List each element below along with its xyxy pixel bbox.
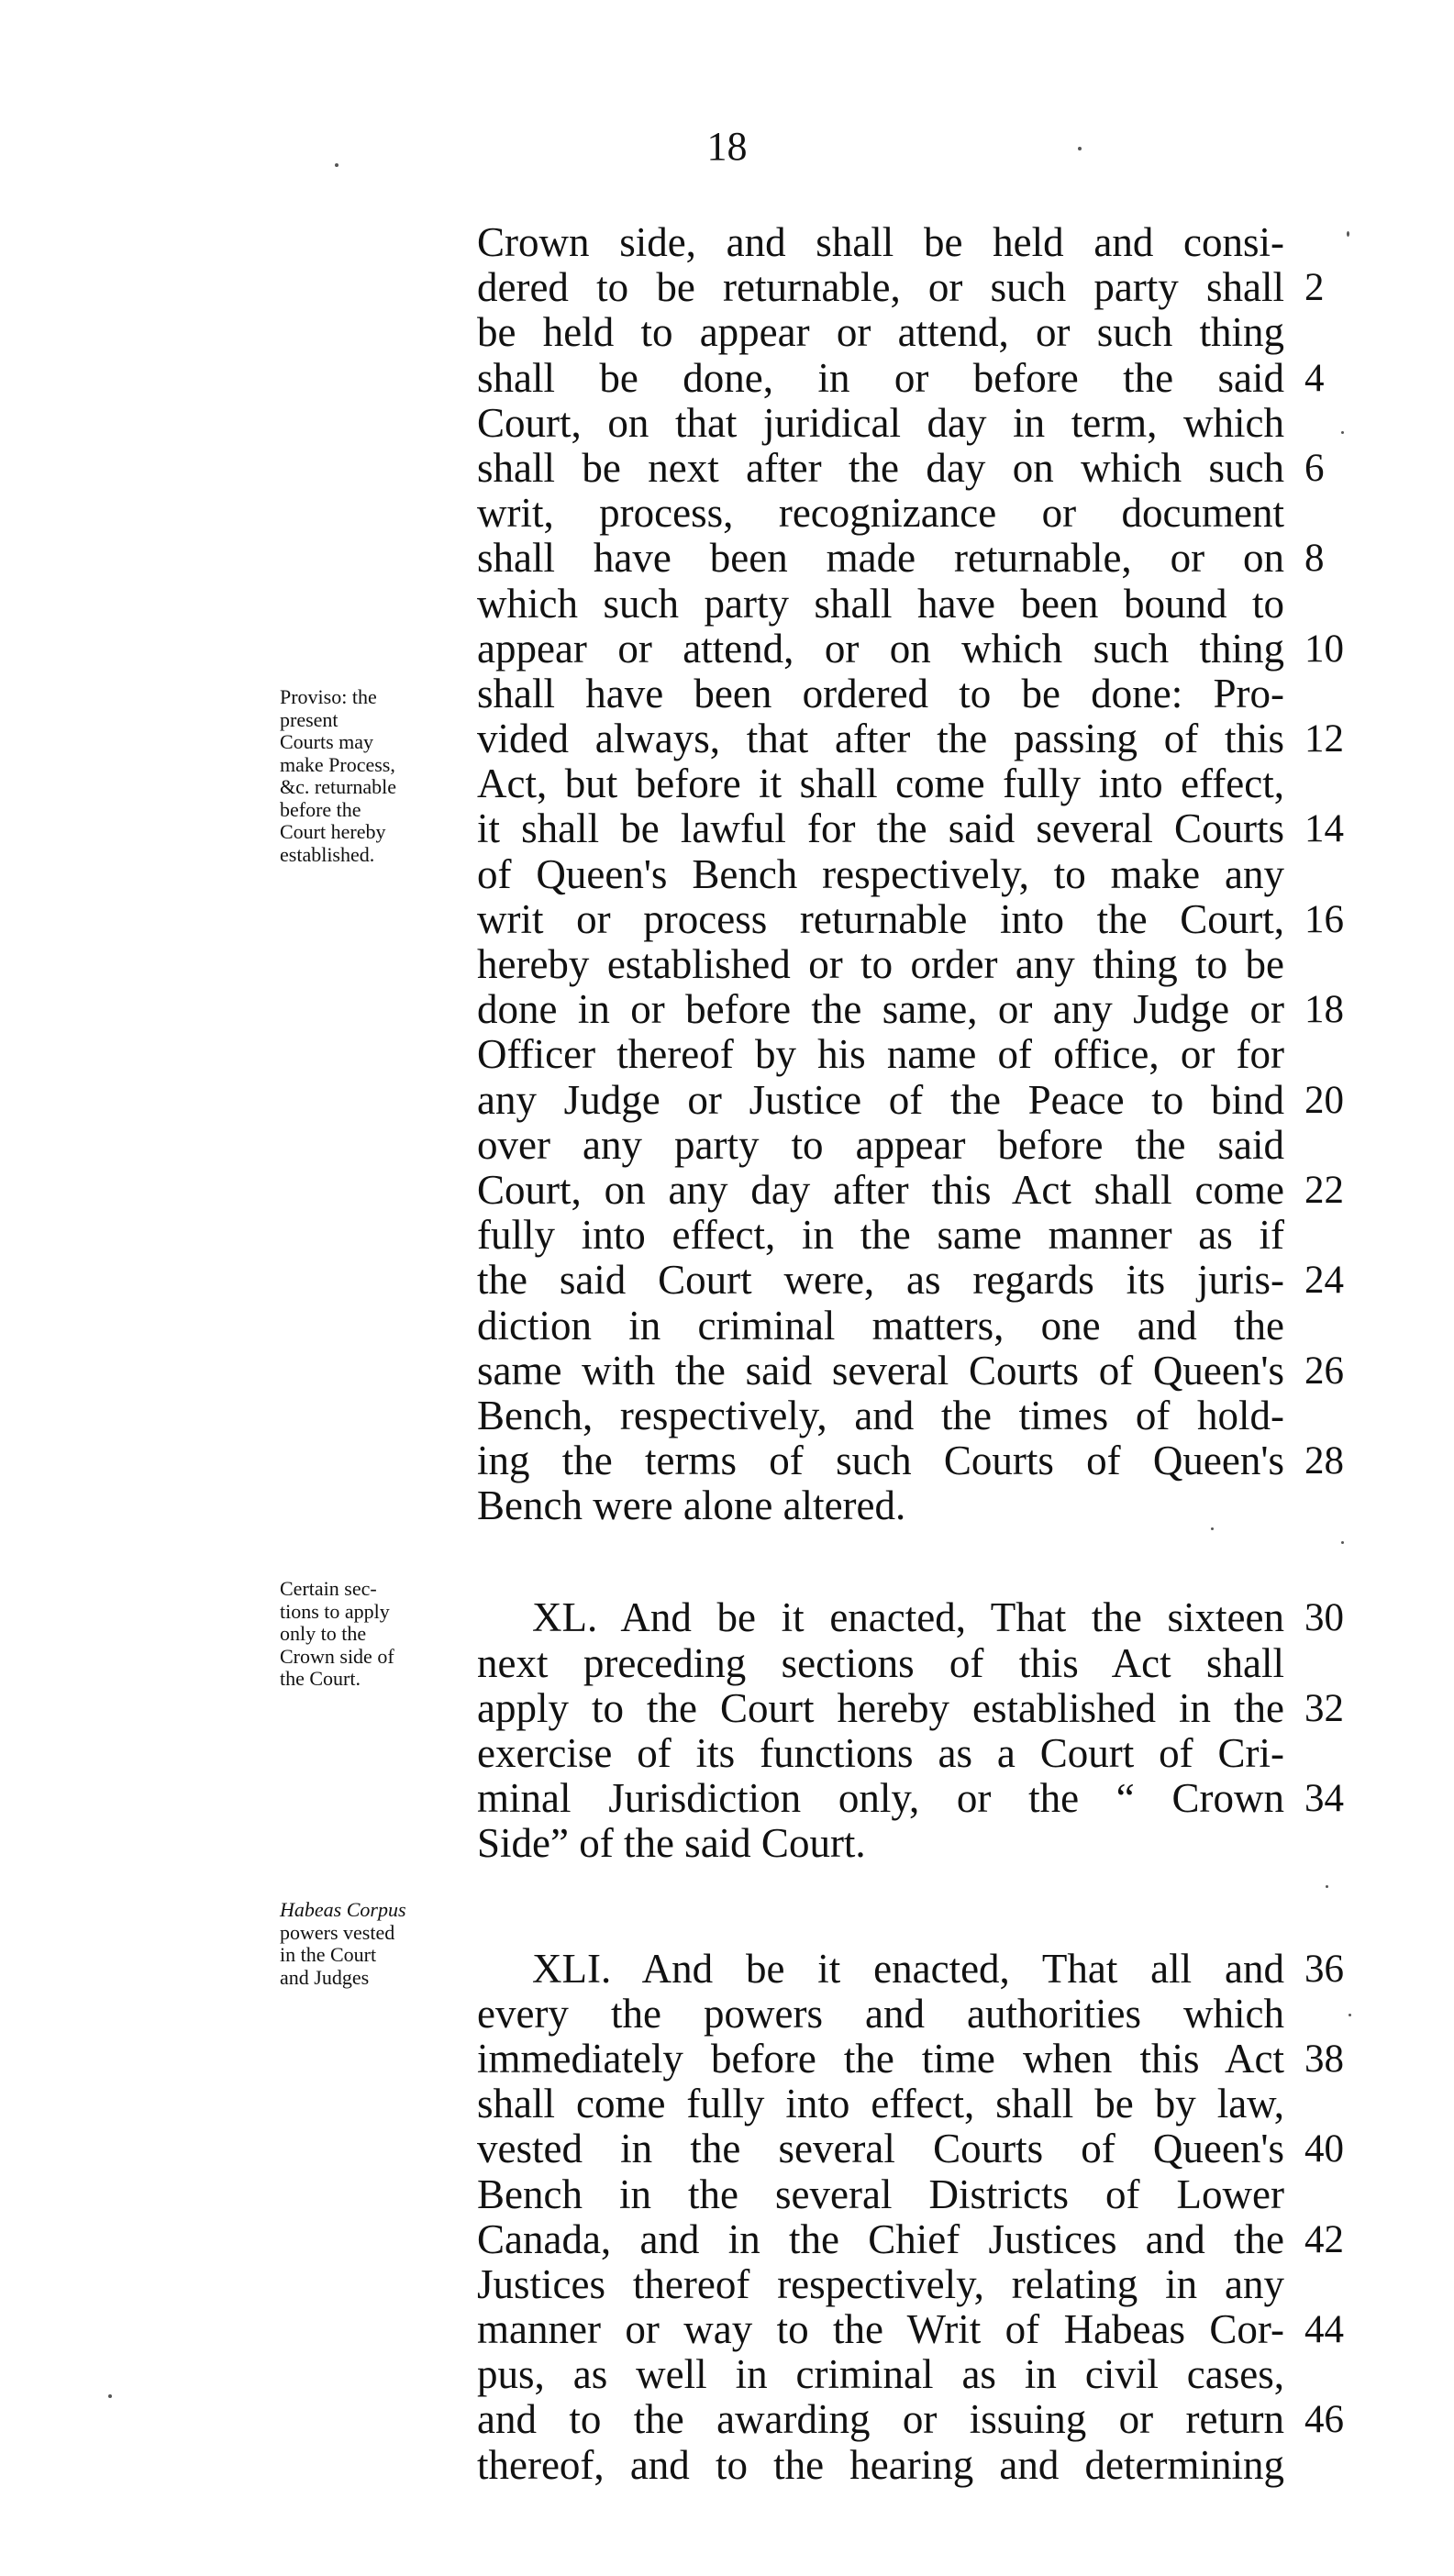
text-line: Court, on that juridical day in term, which xyxy=(477,399,1284,446)
line-number: 18 xyxy=(1304,988,1344,1032)
text-line: Side” of the said Court. xyxy=(477,1820,866,1867)
body-text xyxy=(477,219,1344,2488)
line-number: 40 xyxy=(1304,2127,1344,2171)
text-line: Justices thereof respectively, relating in any xyxy=(477,2260,1284,2307)
section-heading-line: XLI. And be it enacted, That all and 36 xyxy=(532,1945,1344,1992)
text-line: immediately before the time when this Act 38 xyxy=(477,2035,1344,2082)
section-heading-line: XL. And be it enacted, That the sixteen 30 xyxy=(532,1594,1344,1641)
line-number: 24 xyxy=(1304,1259,1344,1303)
text-line: Bench in the several Districts of Lower xyxy=(477,2171,1284,2217)
text-line: it shall be lawful for the said several Courts 14 xyxy=(477,805,1344,852)
line-number: 22 xyxy=(1304,1168,1344,1212)
line-number: 34 xyxy=(1304,1777,1344,1821)
text-line: next preceding sections of this Act shall xyxy=(477,1639,1284,1686)
text-line: of Queen's Bench respectively, to make any xyxy=(477,850,1284,897)
line-number: 16 xyxy=(1304,897,1344,941)
text-line: every the powers and authorities which xyxy=(477,1990,1284,2037)
text-line: the said Court were, as regards its juris- 24 xyxy=(477,1257,1344,1304)
paper-speck xyxy=(1347,231,1349,237)
text-line: same with the said several Courts of Queen's 26 xyxy=(477,1347,1344,1393)
paper-speck xyxy=(1211,1527,1214,1530)
text-line: shall be done, in or before the said 4 xyxy=(477,354,1325,401)
text-line: writ, process, recognizance or document xyxy=(477,490,1284,537)
text-line: be held to appear or attend, or such thing xyxy=(477,309,1284,356)
paper-speck xyxy=(335,163,339,167)
line-number: 2 xyxy=(1304,266,1325,310)
line-number: 14 xyxy=(1304,807,1344,851)
line-number: 32 xyxy=(1304,1686,1344,1730)
text-line: writ or process returnable into the Court, 16 xyxy=(477,895,1344,942)
text-line: over any party to appear before the said xyxy=(477,1121,1284,1168)
text-line: any Judge or Justice of the Peace to bind 20 xyxy=(477,1076,1344,1123)
text-line: manner or way to the Writ of Habeas Cor- 44 xyxy=(477,2306,1344,2353)
line-number: 30 xyxy=(1304,1596,1344,1640)
text-line: Act, but before it shall come fully into effect, xyxy=(477,761,1284,807)
text-line: appear or attend, or on which such thing 10 xyxy=(477,625,1344,672)
paper-speck xyxy=(1341,1541,1344,1544)
text-line: Bench were alone altered. xyxy=(477,1482,906,1529)
text-line: ing the terms of such Courts of Queen's 28 xyxy=(477,1438,1344,1484)
line-number: 36 xyxy=(1304,1947,1344,1991)
line-number: 20 xyxy=(1304,1078,1344,1122)
line-number: 26 xyxy=(1304,1349,1344,1393)
line-number: 28 xyxy=(1304,1439,1344,1483)
line-number: 12 xyxy=(1304,717,1344,761)
text-line: Officer thereof by his name of office, or for xyxy=(477,1031,1284,1078)
line-number: 4 xyxy=(1304,356,1325,400)
line-number: 46 xyxy=(1304,2398,1344,2442)
text-line: pus, as well in criminal as in civil cases, xyxy=(477,2351,1284,2398)
paper-speck xyxy=(1078,147,1082,150)
margin-note-habeas-corpus: Habeas Corpus powers vested in the Court and Judges xyxy=(280,1898,406,1989)
section-gap xyxy=(477,1528,1303,1595)
text-line: and to the awarding or issuing or return 46 xyxy=(477,2396,1344,2443)
page-number: 18 xyxy=(706,124,748,169)
text-line: thereof, and to the hearing and determining xyxy=(477,2441,1284,2488)
text-line: Bench, respectively, and the times of hold- xyxy=(477,1392,1284,1438)
text-line: shall have been made returnable, or on 8 xyxy=(477,535,1325,582)
text-line: fully into effect, in the same manner as if xyxy=(477,1212,1284,1259)
paper-speck xyxy=(108,2394,112,2398)
line-number: 42 xyxy=(1304,2217,1344,2261)
text-line: vided always, that after the passing of this 12 xyxy=(477,716,1344,762)
text-line: done in or before the same, or any Judge or 18 xyxy=(477,986,1344,1033)
text-line: Crown side, and shall be held and consi- xyxy=(477,219,1284,265)
text-line: which such party shall have been bound to xyxy=(477,580,1284,627)
text-line: Court, on any day after this Act shall come 22 xyxy=(477,1166,1344,1213)
text-line: minal Jurisdiction only, or the “ Crown 34 xyxy=(477,1775,1344,1822)
text-line: Canada, and in the Chief Justices and the 42 xyxy=(477,2215,1344,2262)
section-gap xyxy=(477,1867,1303,1947)
text-line: vested in the several Courts of Queen's 40 xyxy=(477,2126,1344,2172)
text-line: hereby established or to order any thing to be xyxy=(477,941,1284,987)
line-number: 8 xyxy=(1304,537,1325,581)
paper-speck xyxy=(1349,2014,1351,2016)
line-number: 10 xyxy=(1304,627,1344,671)
text-line: dered to be returnable, or such party shall 2 xyxy=(477,264,1325,311)
paper-speck xyxy=(1326,1885,1328,1888)
text-line: apply to the Court hereby established in the 32 xyxy=(477,1684,1344,1731)
line-number: 6 xyxy=(1304,446,1325,490)
paper-speck xyxy=(1341,431,1344,434)
text-line: shall be next after the day on which such 6 xyxy=(477,444,1325,491)
text-line: shall come fully into effect, shall be by law, xyxy=(477,2081,1284,2127)
margin-note-certain-sections: Certain sec- tions to apply only to the Crown side of the Court. xyxy=(280,1577,394,1690)
text-line: exercise of its functions as a Court of Cri- xyxy=(477,1730,1284,1776)
text-line: diction in criminal matters, one and the xyxy=(477,1302,1284,1349)
line-number: 38 xyxy=(1304,2037,1344,2081)
margin-note-proviso: Proviso: the present Courts may make Process, &c. returnable before the Court hereby established. xyxy=(280,685,397,866)
text-line: shall have been ordered to be done: Pro- xyxy=(477,670,1284,716)
line-number: 44 xyxy=(1304,2308,1344,2352)
